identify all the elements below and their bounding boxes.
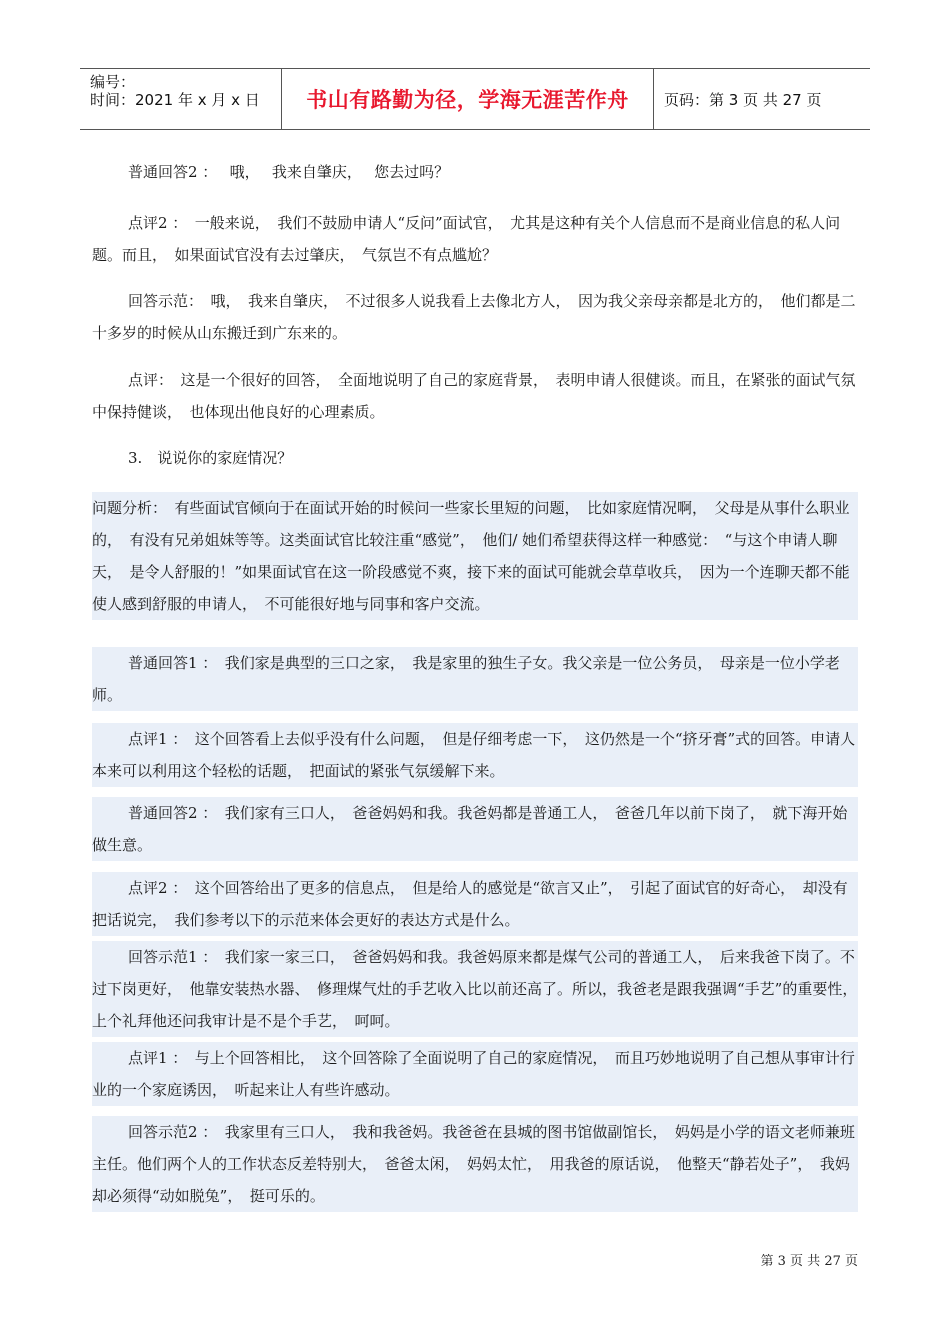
paragraph-ordinary-answer-2b: 普通回答2 ： 我们家有三口人， 爸爸妈妈和我。我爸妈都是普通工人， 爸爸几年以前下岗了， 就下海开始做生意。 [92, 797, 858, 861]
page-footer: 第 3 页 共 27 页 [760, 1254, 858, 1269]
header-page-number: 页码：第 3 页 共 27 页 [664, 90, 822, 109]
paragraph-comment: 点评： 这是一个很好的回答， 全面地说明了自己的家庭背景， 表明申请人很健谈。而且，在紧张的面试气氛中保持健谈， 也体现出他良好的心理素质。 [92, 371, 856, 421]
paragraph-comment-1: 点评1 ： 这个回答看上去似乎没有什么问题， 但是仔细考虑一下， 这仍然是一个“挤牙膏”式的回答。申请人本来可以利用这个轻松的话题， 把面试的紧张气氛缓解下来。 [92, 723, 858, 787]
paragraph-ordinary-answer-2: 普通回答2 ： 哦， 我来自肇庆， 您去过吗？ [128, 163, 450, 181]
paragraph-comment-2b: 点评2 ： 这个回答给出了更多的信息点， 但是给人的感觉是“欲言又止”， 引起了面试官的好奇心， 却没有把话说完， 我们参考以下的示范来体会更好的表达方式是什么。 [92, 872, 858, 936]
paragraph-model-answer-1: 回答示范1 ： 我们家一家三口， 爸爸妈妈和我。我爸妈原来都是煤气公司的普通工人， 后来我爸下岗了。不过下岗更好， 他靠安装热水器、 修理煤气灶的手艺收入比以前还高了。所以，我爸老是跟我强调“手艺”的重要性， 上个礼拜他还问我审计是不是个手艺， 呵呵。 [92, 941, 858, 1037]
paragraph-model-answer-2: 回答示范2 ： 我家里有三口人， 我和我爸妈。我爸爸在县城的图书馆做副馆长， 妈妈是小学的语文老师兼班主任。他们两个人的工作状态反差特别大， 爸爸太闲， 妈妈太忙， 用我爸的原话说， 他整天“静若处子”， 我妈却必须得“动如脱兔”， 挺可乐的。 [92, 1116, 858, 1212]
document-time-label: 时间：2021 年 x 月 x 日 [90, 91, 260, 109]
paragraph-ordinary-answer-1: 普通回答1 ： 我们家是典型的三口之家， 我是家里的独生子女。我父亲是一位公务员， 母亲是一位小学老师。 [92, 647, 858, 711]
page-header [80, 68, 870, 130]
header-meta [80, 69, 282, 129]
paragraph-comment-1b: 点评1 ： 与上个回答相比， 这个回答除了全面说明了自己的家庭情况， 而且巧妙地说明了自己想从事审计行业的一个家庭诱因， 听起来让人有些许感动。 [92, 1042, 858, 1106]
document-number-label: 编号： [90, 73, 136, 91]
paragraph-question-analysis: 问题分析： 有些面试官倾向于在面试开始的时候问一些家长里短的问题， 比如家庭情况啊， 父母是从事什么职业的， 有没有兄弟姐妹等等。这类面试官比较注重“感觉”， 他们/ 她们希望获得这样一种感觉： “与这个申请人聊天， 是令人舒服的！”如果面试官在这一阶段感觉不爽，接下来的面试可能就会草草收兵， 因为一个连聊天都不能使人感到舒服的申请人， 不可能很好地与同事和客户交流。 [92, 492, 858, 620]
paragraph-model-answer: 回答示范： 哦， 我来自肇庆， 不过很多人说我看上去像北方人， 因为我父亲母亲都是北方的， 他们都是二十多岁的时候从山东搬迁到广东来的。 [92, 292, 856, 342]
question-heading: 3. 说说你的家庭情况？ [128, 449, 293, 467]
header-motto: 书山有路勤为径，学海无涯苦作舟 [282, 69, 654, 129]
paragraph-comment-2: 点评2 ： 一般来说， 我们不鼓励申请人“反问”面试官， 尤其是这种有关个人信息而不是商业信息的私人问题。而且， 如果面试官没有去过肇庆， 气氛岂不有点尴尬？ [92, 214, 841, 264]
